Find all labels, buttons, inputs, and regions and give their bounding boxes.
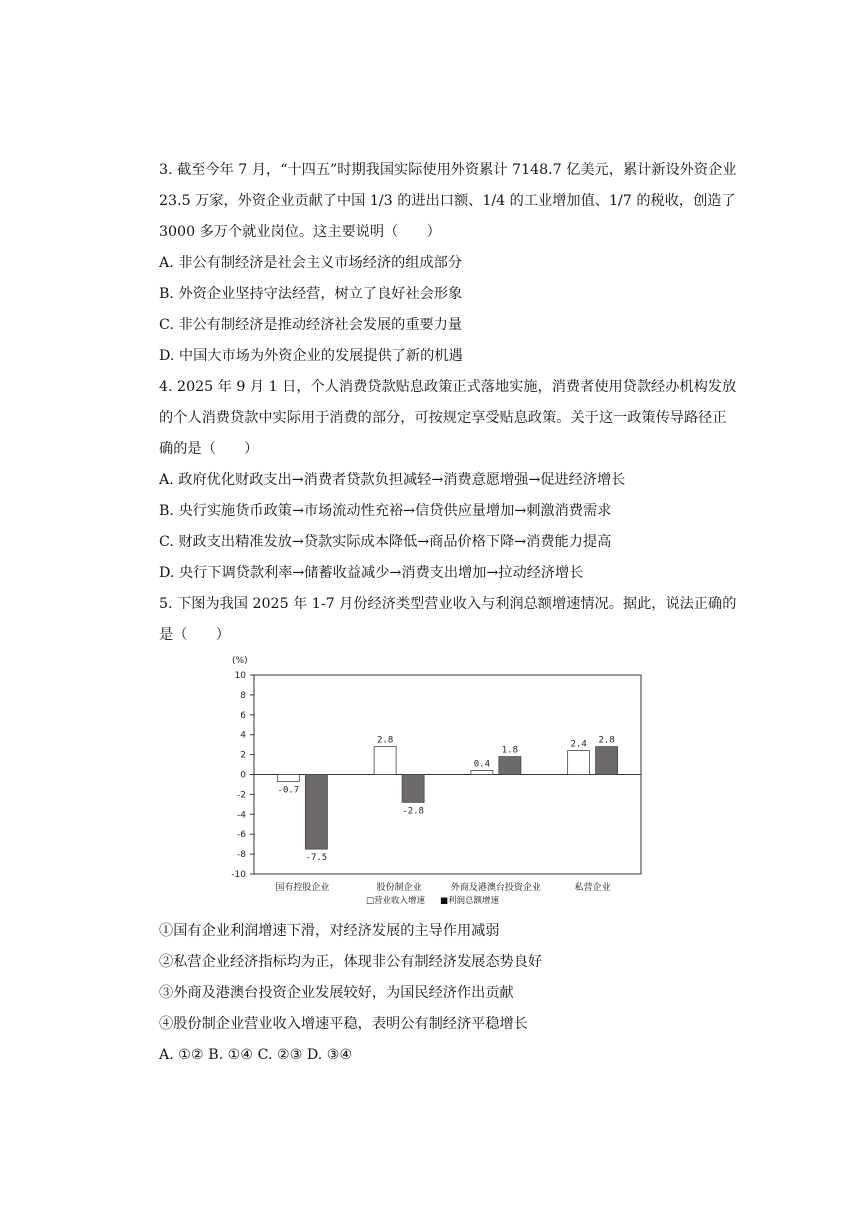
data-label: -0.7 <box>277 785 300 796</box>
y-tick-label: -4 <box>237 810 246 821</box>
q3-option-d[interactable]: D. 中国大市场为外资企业的发展提供了新的机遇 <box>159 348 463 364</box>
q4-option-c[interactable]: C. 财政支出精准发放→贷款实际成本降低→商品价格下降→消费能力提高 <box>159 534 612 550</box>
y-tick-label: -6 <box>237 830 246 841</box>
q3-stem-line-3: 3000 多万个就业岗位。这主要说明（ ） <box>159 224 441 240</box>
q4-stem-line-2: 的个人消费贷款中实际用于消费的部分，可按规定享受贴息政策。关于这一政策传导路径正 <box>159 410 727 426</box>
data-label: 2.8 <box>598 735 615 746</box>
legend <box>366 895 500 906</box>
q4-stem-line-3: 确的是（ ） <box>159 441 259 457</box>
bar-revenue-growth <box>374 747 396 775</box>
bar-revenue-growth <box>568 751 590 775</box>
bar-profit-growth <box>402 775 424 803</box>
q3-stem-line-2: 23.5 万家，外资企业贡献了中国 1/3 的进出口额、1/4 的工业增加值、1/7 的税收，创造了 <box>159 193 736 209</box>
y-unit-label: (%) <box>232 656 248 666</box>
q5-answer-options[interactable]: A. ①② B. ①④ C. ②③ D. ③④ <box>159 1047 353 1063</box>
y-tick-label: 2 <box>240 750 246 761</box>
q4-option-a[interactable]: A. 政府优化财政支出→消费者贷款负担减轻→消费意愿增强→促进经济增长 <box>159 472 626 488</box>
growth-bar-chart <box>218 650 648 910</box>
q5-stem-line-2: 是（ ） <box>159 627 230 643</box>
q5-statement-2: ②私营企业经济指标均为正，体现非公有制经济发展态势良好 <box>159 954 543 970</box>
q3-option-a[interactable]: A. 非公有制经济是社会主义市场经济的组成部分 <box>159 255 463 271</box>
q4-option-b[interactable]: B. 央行实施货币政策→市场流动性充裕→信贷供应量增加→刺激消费需求 <box>159 503 612 519</box>
y-tick-label: 10 <box>234 671 246 681</box>
y-tick-label: 6 <box>240 710 246 721</box>
category-label: 外商及港澳台投资企业 <box>450 883 541 893</box>
data-label: 0.4 <box>473 759 491 770</box>
bar-revenue-growth <box>277 775 299 782</box>
bar-revenue-growth <box>471 771 493 775</box>
legend-item-profit: ■利润总额增速 <box>440 896 500 906</box>
y-tick-label: 0 <box>240 770 246 781</box>
category-label: 国有控股企业 <box>275 883 330 893</box>
y-tick-label: -2 <box>237 790 246 801</box>
bars-group <box>277 736 617 863</box>
data-label: -7.5 <box>305 853 328 864</box>
q5-statement-3: ③外商及港澳台投资企业发展较好，为国民经济作出贡献 <box>159 985 514 1001</box>
q3-stem-line-1: 3. 截至今年 7 月，“十四五”时期我国实际使用外资累计 7148.7 亿美元，累计新设外资企业 <box>159 162 737 178</box>
y-tick-label: -8 <box>237 850 246 861</box>
category-label: 股份制企业 <box>376 883 422 893</box>
category-labels <box>275 881 610 893</box>
y-tick-label: 8 <box>240 690 246 701</box>
q4-option-d[interactable]: D. 央行下调贷款利率→储蓄收益减少→消费支出增加→拉动经济增长 <box>159 565 584 581</box>
q5-statement-4: ④股份制企业营业收入增速平稳，表明公有制经济平稳增长 <box>159 1016 528 1032</box>
bar-profit-growth <box>596 747 618 775</box>
y-tick-label: 4 <box>240 730 246 741</box>
y-tick-label: -10 <box>231 870 246 880</box>
category-label: 私营企业 <box>574 883 611 893</box>
data-label: 2.8 <box>376 735 394 746</box>
legend-item-revenue: □营业收入增速 <box>366 896 426 906</box>
q4-stem-line-1: 4. 2025 年 9 月 1 日，个人消费贷款贴息政策正式落地实施，消费者使用贷款经办机构发放 <box>159 379 737 395</box>
data-label: -2.8 <box>402 806 424 817</box>
q5-stem-line-1: 5. 下图为我国 2025 年 1-7 月份经济类型营业收入与利润总额增速情况。据此，说法正确的 <box>159 596 737 612</box>
data-label: 2.4 <box>570 739 587 750</box>
q3-option-c[interactable]: C. 非公有制经济是推动经济社会发展的重要力量 <box>159 317 463 333</box>
data-label: 1.8 <box>501 745 519 756</box>
bar-profit-growth <box>305 775 327 850</box>
y-axis-ticks <box>231 671 254 880</box>
q3-option-b[interactable]: B. 外资企业坚持守法经营，树立了良好社会形象 <box>159 286 463 302</box>
bar-profit-growth <box>499 757 521 775</box>
q5-statement-1: ①国有企业利润增速下滑，对经济发展的主导作用减弱 <box>159 923 500 939</box>
